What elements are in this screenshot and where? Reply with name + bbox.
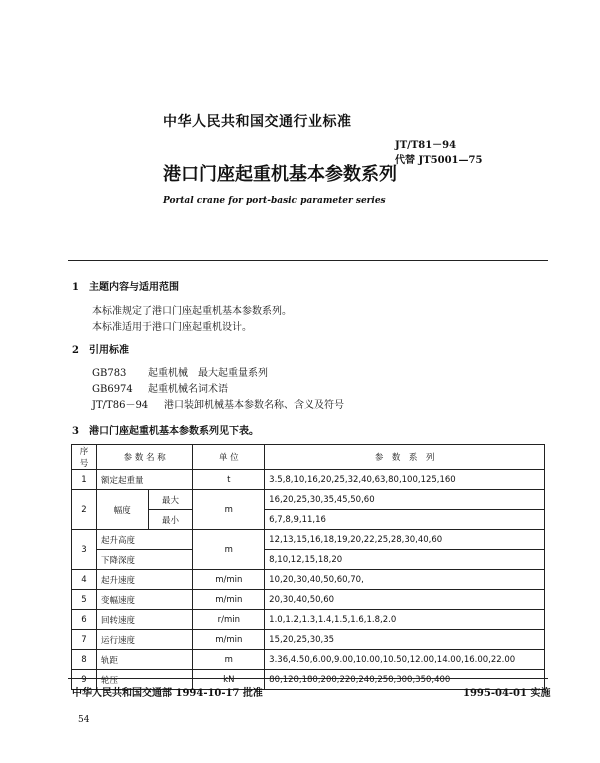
section-1-number: 1: [72, 282, 79, 293]
header-unit: 单 位: [193, 445, 265, 470]
param-values: 80,120,180,200,220,240,250,300,350,400: [265, 670, 545, 690]
table-row: [72, 470, 545, 490]
param-name: 变幅速度: [96, 590, 193, 610]
param-values: 3.5,8,10,16,20,25,32,40,63,80,100,125,160: [265, 470, 545, 490]
table-row: [72, 530, 545, 550]
reference-item: [92, 380, 228, 395]
row-number: 5: [72, 590, 97, 610]
section-3-heading: [72, 422, 259, 437]
header-series: 参 数 系 列: [265, 445, 545, 470]
section-3-number: 3: [72, 426, 79, 437]
section-1-line-2: 本标准适用于港口门座起重机设计。: [92, 322, 252, 333]
param-name: 起升高度: [96, 530, 193, 550]
reference-name: 起重机械名词术语: [148, 384, 228, 395]
table-row: [72, 650, 545, 670]
param-values: 12,13,15,16,18,19,20,22,25,28,30,40,60: [265, 530, 545, 550]
table-row: [72, 550, 545, 570]
param-unit: m: [193, 490, 265, 530]
table-row: [72, 630, 545, 650]
row-number: 7: [72, 630, 97, 650]
param-unit: m/min: [193, 570, 265, 590]
param-subname: 最小: [148, 510, 193, 530]
section-2-heading: [72, 341, 129, 356]
table-row: [72, 610, 545, 630]
section-1-line-1: 本标准规定了港口门座起重机基本参数系列。: [92, 306, 292, 317]
param-name: 下降深度: [96, 550, 193, 570]
header-param-name: 参 数 名 称: [96, 445, 193, 470]
section-2-title: 引用标准: [88, 345, 129, 356]
param-name: 运行速度: [96, 630, 193, 650]
param-name: 回转速度: [96, 610, 193, 630]
parameter-table: [71, 444, 545, 690]
param-subname: 最大: [148, 490, 193, 510]
row-number: 9: [72, 670, 97, 690]
row-number: 4: [72, 570, 97, 590]
param-name: 轨距: [96, 650, 193, 670]
issuing-body: 中华人民共和国交通行业标准: [163, 114, 352, 130]
table-row: [72, 590, 545, 610]
param-name: 起升速度: [96, 570, 193, 590]
param-values: 10,20,30,40,50,60,70,: [265, 570, 545, 590]
document-title: 港口门座起重机基本参数系列: [163, 164, 397, 185]
reference-item: [92, 364, 268, 379]
reference-code: JT/T86－94: [92, 400, 149, 411]
param-name: 轮压: [96, 670, 193, 690]
page-number: 54: [78, 715, 90, 725]
row-number: 6: [72, 610, 97, 630]
footer-divider: [68, 678, 548, 679]
header-no: 序号: [72, 445, 97, 470]
param-values: 20,30,40,50,60: [265, 590, 545, 610]
row-number: 3: [72, 530, 97, 570]
param-values: 3.36,4.50,6.00,9.00,10.00,10.50,12.00,14.00,16.00,22.00: [265, 650, 545, 670]
param-name: 幅度: [96, 490, 148, 530]
table-row: [72, 490, 545, 510]
param-unit: t: [193, 470, 265, 490]
reference-code: GB783: [92, 368, 127, 379]
reference-item: [92, 396, 344, 411]
section-1-title: 主题内容与适用范围: [88, 282, 179, 293]
param-unit: r/min: [193, 610, 265, 630]
reference-code: GB6974: [92, 384, 133, 395]
param-values: 15,20,25,30,35: [265, 630, 545, 650]
param-name: 额定起重量: [96, 470, 193, 490]
section-2-number: 2: [72, 345, 79, 356]
param-unit: m: [193, 650, 265, 670]
table-header-row: [72, 445, 545, 470]
param-unit: m/min: [193, 590, 265, 610]
reference-name: 港口装卸机械基本参数名称、含义及符号: [164, 400, 344, 411]
document-subtitle: Portal crane for port-basic parameter series: [163, 196, 386, 206]
section-3-title: 港口门座起重机基本参数系列见下表。: [88, 426, 259, 437]
param-values: 8,10,12,15,18,20: [265, 550, 545, 570]
param-values: 6,7,8,9,11,16: [265, 510, 545, 530]
standard-code: JT/T81－94: [395, 140, 457, 151]
table-row: [72, 570, 545, 590]
standard-replaces: 代替 JT5001—75: [395, 155, 483, 166]
reference-name: 起重机械 最大起重量系列: [148, 368, 268, 379]
param-values: 1.0,1.2,1.3,1.4,1.5,1.6,1.8,2.0: [265, 610, 545, 630]
header-divider: [68, 260, 548, 261]
effective-date: 1995-04-01 实施: [463, 688, 551, 699]
param-values: 16,20,25,30,35,45,50,60: [265, 490, 545, 510]
section-1-heading: [72, 278, 179, 293]
row-number: 8: [72, 650, 97, 670]
row-number: 1: [72, 470, 97, 490]
row-number: 2: [72, 490, 97, 530]
approval-line: 中华人民共和国交通部 1994-10-17 批准: [72, 688, 263, 699]
param-unit: m/min: [193, 630, 265, 650]
param-unit: kN: [193, 670, 265, 690]
param-unit: m: [193, 530, 265, 570]
